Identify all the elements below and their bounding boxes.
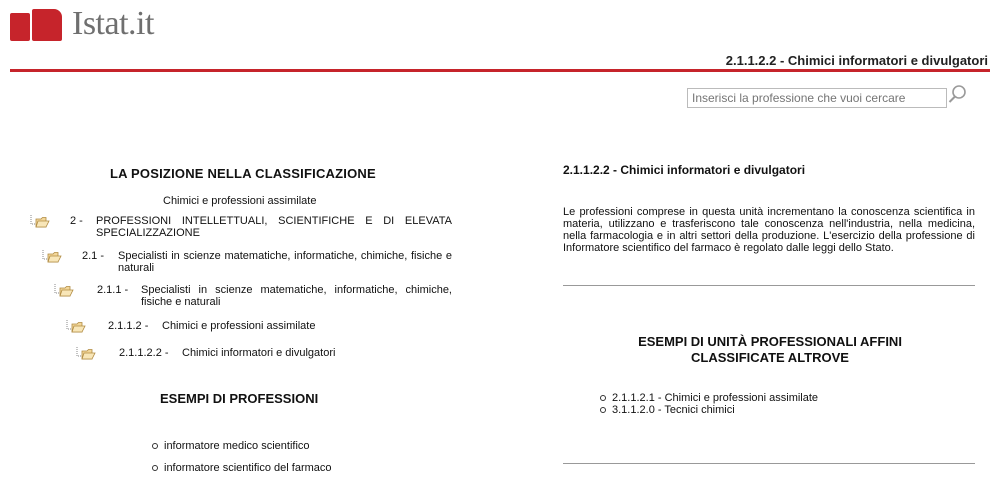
related-heading-line: ESEMPI DI UNITÀ PROFESSIONALI AFFINI — [638, 334, 902, 349]
profession-description: Le professioni comprese in questa unità incrementano la conoscenza scientifica in materia, utilizzano e trasferiscono tale conoscenza nell'industria, nella medicina, nella farmacologia e in altri settori della produzione. L'esercizio della professione di Informatore scientifico del farmaco è regolato dalle leggi dello Stato. — [563, 206, 975, 254]
tree-code: 2.1.1 - — [97, 284, 129, 296]
tree-label: Specialisti in scienze matematiche, informatiche, chimiche, fisiche e naturali — [118, 250, 452, 274]
example-profession: informatore scientifico del farmaco — [164, 462, 332, 474]
list-item[interactable] — [600, 392, 818, 404]
search-icon[interactable] — [948, 84, 968, 104]
tree-code: 2.1 - — [82, 250, 105, 262]
related-unit-link[interactable]: 2.1.1.2.1 - Chimici e professioni assimilate — [612, 392, 819, 404]
tree-node-level1[interactable] — [30, 215, 452, 239]
search-input[interactable] — [687, 88, 947, 108]
folder-icon — [30, 215, 54, 229]
related-units-list — [600, 392, 818, 416]
bullet-icon — [600, 407, 606, 413]
istat-logo[interactable] — [10, 6, 154, 42]
bullet-icon — [152, 465, 158, 471]
examples-list — [152, 440, 332, 474]
istat-logo-mark — [10, 7, 64, 41]
tree-code: 2.1.1.2.2 - — [119, 347, 169, 359]
tree-label: Chimici informatori e divulgatori — [182, 347, 336, 359]
section-divider — [563, 285, 975, 286]
folder-icon — [76, 347, 100, 361]
folder-icon — [42, 250, 66, 264]
examples-heading: ESEMPI DI PROFESSIONI — [160, 391, 319, 406]
header-divider — [10, 69, 990, 72]
classification-current-label: Chimici e professioni assimilate — [163, 195, 317, 207]
example-profession: informatore medico scientifico — [164, 440, 310, 452]
logo-text: Istat.it — [72, 5, 154, 42]
bullet-icon — [152, 443, 158, 449]
tree-label: PROFESSIONI INTELLETTUALI, SCIENTIFICHE E DI ELEVATA SPECIALIZZAZIONE — [96, 215, 452, 239]
tree-label: Specialisti in scienze matematiche, informatiche, chimiche, fisiche e naturali — [141, 284, 452, 308]
related-units-heading — [610, 334, 930, 366]
section-divider — [563, 463, 975, 464]
tree-node-level4[interactable] — [66, 320, 315, 334]
profession-heading: 2.1.1.2.2 - Chimici informatori e divulgatori — [563, 163, 806, 177]
list-item — [152, 440, 332, 452]
tree-code: 2 - — [70, 215, 83, 227]
tree-label: Chimici e professioni assimilate — [162, 320, 316, 332]
related-heading-line: CLASSIFICATE ALTROVE — [691, 350, 849, 365]
tree-node-level3[interactable] — [54, 284, 452, 308]
classification-heading: LA POSIZIONE NELLA CLASSIFICAZIONE — [110, 166, 376, 181]
list-item[interactable] — [600, 404, 818, 416]
folder-icon — [54, 284, 78, 298]
bullet-icon — [600, 395, 606, 401]
tree-node-level2[interactable] — [42, 250, 452, 274]
tree-code: 2.1.1.2 - — [108, 320, 149, 332]
page-title: 2.1.1.2.2 - Chimici informatori e divulgatori — [725, 53, 988, 68]
related-unit-link[interactable]: 3.1.1.2.0 - Tecnici chimici — [612, 404, 735, 416]
folder-icon — [66, 320, 90, 334]
tree-node-level5[interactable] — [76, 347, 335, 361]
list-item — [152, 462, 332, 474]
